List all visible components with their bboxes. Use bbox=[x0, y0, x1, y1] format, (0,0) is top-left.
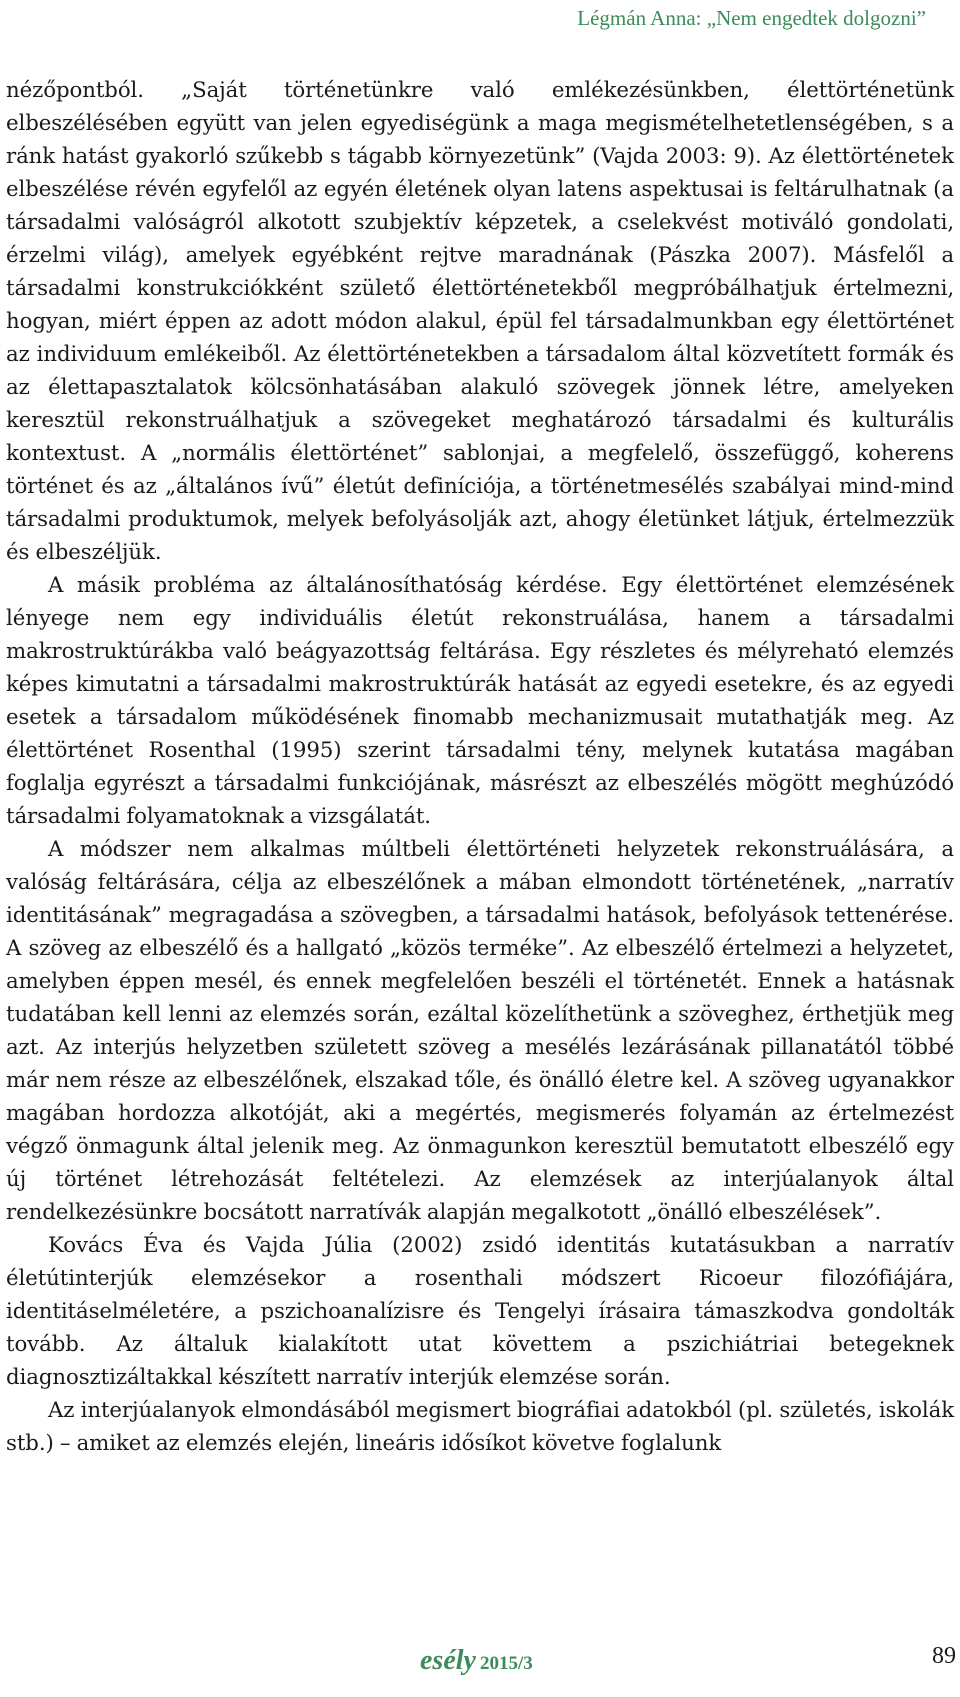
journal-footer bbox=[420, 1645, 533, 1677]
paragraph-2: A másik probléma az általánosíthatóság kérdése. Egy élettörténet elemzésének lényege nem egy individuális életút rekonstruálása, hanem a társadalmi makrostruktúrákba való beágyazottság feltárása. Egy részletes és mélyreható elemzés képes kimutatni a társadalmi makrostruktúrák hatását az egyedi esetekre, és az egyedi esetek a társadalom működésének finomabb mechanizmusait mutathatják meg. Az élettörténet Rosenthal (1995) szerint társadalmi tény, melynek kutatása magában foglalja egyrészt a társadalmi funkciójának, másrészt az elbeszélés mögött meghúzódó társadalmi folyamatoknak a vizsgálatát. bbox=[6, 573, 954, 829]
page-number: 89 bbox=[932, 1643, 956, 1669]
paragraph-5: Az interjúalanyok elmondásából megismert biográfiai adatokból (pl. születés, iskolák stb.) – amiket az elemzés elején, lineáris idősíkot követve foglalunk bbox=[6, 1398, 954, 1456]
paragraph-4: Kovács Éva és Vajda Júlia (2002) zsidó identitás kutatásukban a narratív életútinterjúk elemzésekor a rosenthali módszert Ricoeur filozófiájára, identitáselméletére, a pszichoanalízisre és Tengelyi írásaira támaszkodva gondolták tovább. Az általuk kialakított utat követtem a pszichiátriai betegeknek diagnosztizáltakkal készített narratív interjúk elemzése során. bbox=[6, 1233, 954, 1390]
paragraph-1: nézőpontból. „Saját történetünkre való emlékezésünkben, élettörténetünk elbeszélésében együtt van jelen egyediségünk a maga megismételhetetlenségében, s a ránk hatást gyakorló szűkebb s tágabb környezetünk” (Vajda 2003: 9). Az élettörténetek elbeszélése révén egyfelől az egyén életének olyan latens aspektusai is feltárulhatnak (a társadalmi valóságról alkotott szubjektív képzetek, a cselekvést motiváló gondolati, érzelmi világ), amelyek egyébként rejtve maradnának (Pászka 2007). Másfelől a társadalmi konstrukciókként születő élettörténetekből megpróbálhatjuk értelmezni, hogyan, miért éppen az adott módon alakul, épül fel társadalmunkban egy élettörténet az individuum emlékeiből. Az élettörténetekben a társadalom által közvetített formák és az élettapasztalatok kölcsönhatásában alakuló szövegek jönnek létre, amelyeken keresztül rekonstruálhatjuk a szövegeket meghatározó társadalmi és kulturális kontextust. A „normális élettörténet” sablonjai, a megfelelő, összefüggő, koherens történet és az „általános ívű” életút definíciója, a történetmesélés szabályai mind-mind társadalmi produktumok, melyek befolyásolják azt, ahogy életünket látjuk, értelmezzük és elbeszéljük. bbox=[6, 78, 954, 565]
journal-issue: 2015/3 bbox=[479, 1653, 533, 1674]
running-header: Légmán Anna: „Nem engedtek dolgozni” bbox=[577, 6, 926, 30]
body-text bbox=[6, 74, 954, 1460]
paragraph-3: A módszer nem alkalmas múltbeli élettörténeti helyzetek rekonstruálására, a valóság feltárására, célja az elbeszélőnek a mában elmondott történetének, „narratív identitásának” megragadása a szövegben, a társadalmi hatások, befolyások tettenérése. A szöveg az elbeszélő és a hallgató „közös terméke”. Az elbeszélő értelmezi a helyzetet, amelyben éppen mesél, és ennek megfelelően beszéli el történetét. Ennek a hatásnak tudatában kell lenni az elemzés során, ezáltal közelíthetünk a szöveghez, érthetjük meg azt. Az interjús helyzetben született szöveg a mesélés lezárásának pillanatától többé már nem része az elbeszélőnek, elszakad tőle, és önálló életre kel. A szöveg ugyanakkor magában hordozza alkotóját, aki a megértés, megismerés folyamán az értelmezést végző önmagunk által jelenik meg. Az önmagunkon keresztül bemutatott elbeszélő egy új történet létrehozását feltételezi. Az elemzések az interjúalanyok által rendelkezésünkre bocsátott narratívák alapján megalkotott „önálló elbeszélések”. bbox=[6, 837, 954, 1225]
journal-name: esély bbox=[420, 1645, 476, 1676]
